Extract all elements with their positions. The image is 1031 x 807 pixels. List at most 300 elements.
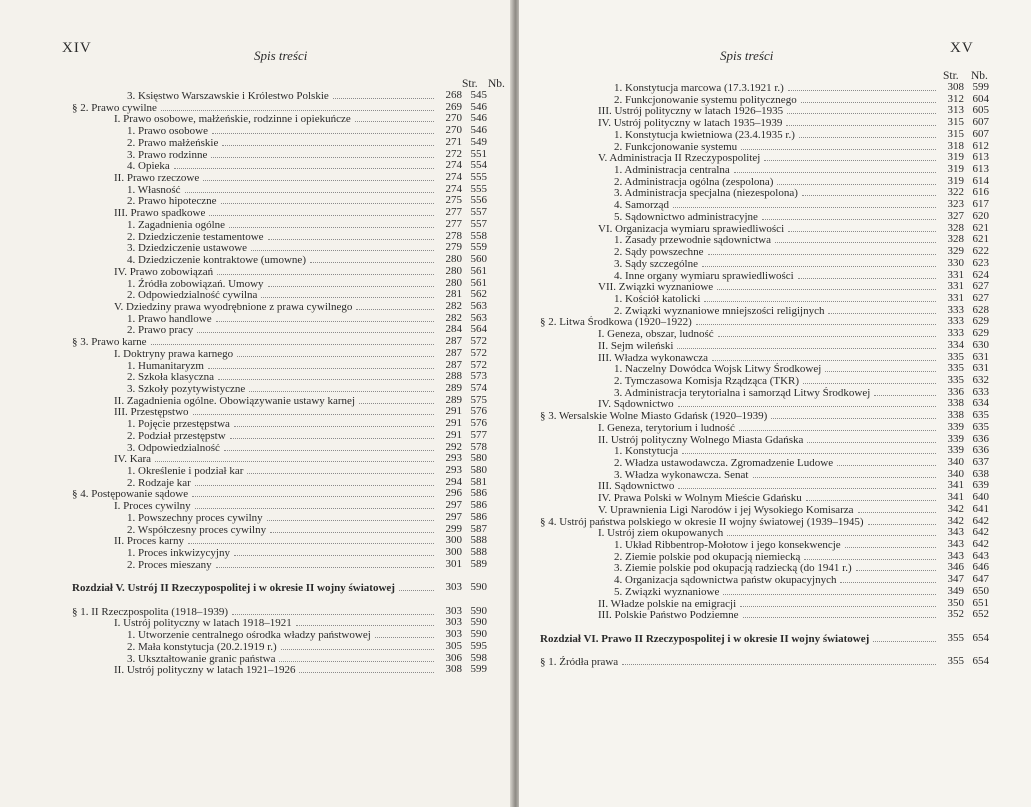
toc-entry-title: I. Geneza, terytorium i ludność — [598, 421, 735, 434]
toc-entry-margin-number: 563 — [470, 299, 487, 312]
dot-leader — [247, 465, 434, 474]
toc-entry-page: 327 — [947, 209, 964, 222]
toc-entry-title: § 2. Litwa Środkowa (1920–1922) — [540, 316, 692, 329]
toc-entry-margin-number: 578 — [470, 440, 487, 453]
toc-entry — [540, 281, 989, 293]
dot-leader — [868, 516, 936, 525]
toc-entry-page: 268 — [445, 89, 462, 101]
toc-entry-margin-number: 587 — [470, 522, 487, 535]
dot-leader — [299, 664, 434, 673]
dot-leader — [775, 234, 936, 243]
dot-leader — [195, 500, 434, 509]
toc-entry-page: 270 — [445, 112, 462, 125]
toc-entry-title: IV. Kara — [114, 453, 152, 466]
toc-entry-margin-number: 620 — [972, 209, 989, 222]
toc-entry-page: 340 — [947, 467, 964, 480]
toc-entry-title: III. Przestępstwo — [114, 406, 189, 419]
toc-entry-title: § 1. Źródła prawa — [540, 656, 619, 669]
toc-entry-title: 1. Utworzenie centralnego ośrodka władzy państwowej — [127, 629, 371, 642]
toc-entry — [72, 313, 487, 325]
toc-entry-margin-number: 598 — [470, 651, 487, 664]
toc-entry-title: 1. Proces inkwizycyjny — [127, 547, 230, 560]
folio-left: XIV — [62, 40, 92, 56]
dot-leader — [221, 195, 435, 204]
dot-leader — [764, 152, 936, 161]
toc-entry-title: II. Władze polskie na emigracji — [598, 597, 737, 610]
toc-entry-title: 3. Księstwo Warszawskie i Królestwo Polskie — [127, 90, 329, 102]
toc-entry-label-line — [114, 664, 437, 677]
toc-entry — [72, 348, 487, 360]
toc-entry-margin-number: 561 — [470, 276, 487, 289]
toc-entry-title: 3. Sądy szczególne — [614, 257, 698, 270]
toc-entry-page: 281 — [445, 288, 462, 301]
toc-entry-title: 2. Szkoła klasyczna — [127, 371, 215, 384]
toc-entry — [72, 535, 487, 547]
toc-entry-title: 2. Administracja ogólna (zespolona) — [614, 175, 774, 188]
toc-entry-page: 289 — [445, 381, 462, 394]
dot-leader — [786, 117, 936, 126]
toc-entry-margin-number: 561 — [470, 264, 487, 277]
toc-entry-page: 318 — [947, 139, 964, 152]
toc-entry-page: 280 — [445, 253, 462, 266]
toc-entry-page: 300 — [445, 534, 462, 547]
dot-leader — [375, 629, 434, 638]
toc-entry-title: I. Proces cywilny — [114, 500, 191, 513]
toc-entry — [540, 234, 989, 246]
dot-leader — [858, 504, 936, 513]
dot-leader — [753, 469, 937, 478]
right-page — [519, 0, 1031, 807]
toc-entry — [540, 363, 989, 375]
dot-leader — [678, 398, 936, 407]
toc-entry — [540, 340, 989, 352]
toc-entry-page: 280 — [445, 276, 462, 289]
toc-entry-title: 1. Własność — [127, 183, 181, 196]
toc-entry — [72, 488, 487, 500]
toc-entry — [72, 617, 487, 629]
toc-entry-page: 336 — [947, 385, 964, 398]
toc-entry-title: 2. Władza ustawodawcza. Zgromadzenie Ludowe — [614, 457, 834, 469]
toc-entry-margin-number: 628 — [972, 303, 989, 316]
toc-entry-page: 282 — [445, 299, 462, 312]
toc-entry-margin-number: 613 — [972, 151, 989, 164]
toc-entry-page: 338 — [947, 409, 964, 422]
toc-entry-margin-number: 632 — [972, 373, 989, 386]
toc-entry-page: 342 — [947, 502, 964, 515]
toc-entry-page: 293 — [445, 452, 462, 465]
dot-leader — [155, 453, 434, 462]
toc-entry-margin-number: 634 — [972, 397, 989, 410]
left-page — [0, 0, 513, 807]
toc-entry — [540, 492, 989, 504]
toc-entry-page: 312 — [947, 92, 964, 105]
toc-entry — [540, 562, 989, 574]
toc-entry-page: 288 — [445, 370, 462, 383]
toc-entry-page: 303 — [445, 604, 462, 617]
toc-entry-page: 297 — [445, 499, 462, 512]
toc-entry-page: 349 — [947, 584, 964, 597]
toc-entry-page: 355 — [947, 631, 964, 644]
dot-leader — [696, 316, 936, 325]
toc-entry-page: 343 — [947, 538, 964, 551]
toc-entry — [72, 266, 487, 278]
dot-leader — [845, 539, 936, 548]
toc-entry — [72, 242, 487, 254]
toc-entry-title: 5. Sądownictwo administracyjne — [614, 210, 758, 223]
dot-leader — [230, 430, 434, 439]
dot-leader — [717, 281, 936, 290]
toc-entry-margin-number: 633 — [972, 385, 989, 398]
dot-leader — [777, 176, 936, 185]
toc-entry-title: IV. Sądownictwo — [598, 398, 674, 411]
toc-entry-title: 3. Ziemie polskie pod okupacją radziecką (do 1941 r.) — [614, 562, 852, 575]
toc-entry — [540, 516, 989, 528]
toc-entry-page: 272 — [445, 147, 462, 160]
dot-leader — [151, 336, 434, 345]
toc-entry-page: 269 — [445, 100, 462, 113]
toc-entry-margin-number: 590 — [470, 616, 487, 629]
toc-entry-title: 2. Tymczasowa Komisja Rządząca (TKR) — [614, 374, 800, 387]
toc-entry — [72, 664, 487, 676]
toc-entry — [72, 477, 487, 489]
toc-entry-margin-number: 589 — [470, 557, 487, 570]
toc-entry-margin-number: 631 — [972, 350, 989, 363]
dot-leader — [268, 231, 434, 240]
toc-entry-title: 2. Mała konstytucja (20.2.1919 r.) — [127, 640, 277, 653]
toc-entry-title: 1. Konstytucja kwietniowa (23.4.1935 r.) — [614, 128, 795, 141]
dot-leader — [734, 164, 936, 173]
toc-entry-page: 323 — [947, 198, 964, 211]
toc-entry-title: 3. Administracja terytorialna i samorząd Litwy Środkowej — [614, 386, 871, 399]
dot-leader — [268, 278, 434, 287]
toc-entry-title: II. Ustrój polityczny Wolnego Miasta Gdańska — [598, 433, 804, 446]
toc-entry-margin-number: 586 — [470, 510, 487, 523]
toc-entry-margin-number: 635 — [972, 420, 989, 433]
toc-entry-page: 282 — [445, 311, 462, 324]
toc-entry-margin-number: 635 — [972, 409, 989, 422]
toc-entry-title: III. Ustrój polityczny w latach 1926–1935 — [598, 105, 784, 118]
toc-entry-title: IV. Prawo zobowiązań — [114, 265, 214, 278]
toc-entry-margin-number: 558 — [470, 229, 487, 242]
toc-entry-title: III. Sądownictwo — [598, 480, 675, 493]
toc-entry-margin-number: 599 — [470, 663, 487, 676]
row-spacer — [540, 621, 989, 633]
dot-leader — [208, 360, 434, 369]
toc-entry — [540, 574, 989, 586]
toc-entry-page: 278 — [445, 229, 462, 242]
toc-entry-page: 303 — [445, 628, 462, 641]
toc-entry-page: 341 — [947, 491, 964, 504]
dot-leader — [704, 293, 936, 302]
toc-entry-page: 315 — [947, 127, 964, 140]
toc-entry — [72, 371, 487, 383]
toc-entry — [72, 653, 487, 665]
toc-entry-page: 333 — [947, 303, 964, 316]
toc-entry — [540, 199, 989, 211]
dot-leader — [788, 82, 936, 91]
toc-entry-page: 284 — [445, 323, 462, 336]
toc-entry — [540, 387, 989, 399]
toc-entry — [540, 117, 989, 129]
toc-entry-page: 352 — [947, 608, 964, 621]
toc-entry-margin-number: 621 — [972, 221, 989, 234]
toc-entry-page: 346 — [947, 561, 964, 574]
toc-entry — [72, 125, 487, 137]
dot-leader — [161, 102, 434, 111]
toc-entry-page: 315 — [947, 116, 964, 129]
dot-leader — [740, 598, 936, 607]
toc-entry-title: IV. Prawa Polski w Wolnym Mieście Gdańsku — [598, 492, 802, 505]
toc-entry-margin-number: 641 — [972, 502, 989, 515]
toc-entry-title: 2. Współczesny proces cywilny — [127, 523, 267, 536]
toc-entry-title: I. Ustrój ziem okupowanych — [598, 527, 724, 540]
toc-entry — [72, 137, 487, 149]
toc-entry-page: 303 — [445, 616, 462, 629]
toc-entry-title: I. Doktryny prawa karnego — [114, 347, 234, 360]
toc-entry — [540, 551, 989, 563]
dot-leader — [807, 434, 936, 443]
toc-entry — [72, 418, 487, 430]
toc-entry-page: 329 — [947, 245, 964, 258]
dot-leader — [787, 105, 936, 114]
toc-entry-margin-number: 555 — [470, 171, 487, 184]
toc-entry-margin-number: 629 — [972, 327, 989, 340]
toc-entry-page: 338 — [947, 397, 964, 410]
toc-entry — [72, 512, 487, 524]
dot-leader — [261, 289, 434, 298]
dot-leader — [174, 160, 434, 169]
toc-entry — [72, 219, 487, 231]
toc-entry-margin-number: 574 — [470, 381, 487, 394]
toc-entry-margin-number: 586 — [470, 499, 487, 512]
toc-entry-margin-number: 651 — [972, 596, 989, 609]
toc-entry-title: IV. Ustrój polityczny w latach 1935–1939 — [598, 117, 783, 130]
toc-entry-page: 271 — [445, 135, 462, 148]
toc-entry-title: 2. Prawo małżeńskie — [127, 136, 219, 149]
toc-entry-title: 2. Proces mieszany — [127, 558, 212, 571]
toc-entry-margin-number: 572 — [470, 346, 487, 359]
toc-entry — [540, 609, 989, 621]
toc-entry-margin-number: 629 — [972, 315, 989, 328]
toc-entry-title: 2. Dziedziczenie testamentowe — [127, 230, 264, 243]
toc-entry-margin-number: 604 — [972, 92, 989, 105]
toc-entry-margin-number: 640 — [972, 491, 989, 504]
dot-leader — [799, 129, 936, 138]
dot-leader — [193, 406, 434, 415]
toc-entry-page: 339 — [947, 420, 964, 433]
toc-entry-title: 2. Ziemie polskie pod okupacją niemiecką — [614, 550, 801, 563]
toc-entry — [540, 164, 989, 176]
dot-leader — [678, 480, 936, 489]
toc-entry-margin-number: 607 — [972, 116, 989, 129]
toc-entry-title: 1. Kościół katolicki — [614, 292, 701, 305]
toc-entry-margin-number: 588 — [470, 534, 487, 547]
toc-entry-page: 305 — [445, 639, 462, 652]
toc-entry — [72, 524, 487, 536]
dot-leader — [712, 352, 936, 361]
toc-entry-page: 319 — [947, 163, 964, 176]
toc-entry-title: III. Polskie Państwo Podziemne — [598, 609, 739, 622]
toc-entry-margin-number: 590 — [470, 604, 487, 617]
toc-entry-page: 274 — [445, 182, 462, 195]
toc-entry — [72, 453, 487, 465]
toc-entry-title: 3. Władza wykonawcza. Senat — [614, 468, 749, 481]
toc-entry-title: II. Ustrój polityczny w latach 1921–1926 — [114, 664, 296, 677]
toc-entry-margin-number: 607 — [972, 127, 989, 140]
toc-entry-margin-number: 642 — [972, 538, 989, 551]
toc-entry — [72, 500, 487, 512]
toc-entry-page: 331 — [947, 291, 964, 304]
dot-leader — [718, 328, 936, 337]
dot-leader — [229, 219, 434, 228]
toc-entry-page: 287 — [445, 358, 462, 371]
toc-entry-margin-number: 557 — [470, 206, 487, 219]
toc-entry-title: I. Geneza, obszar, ludność — [598, 328, 714, 341]
toc-entry-page: 334 — [947, 338, 964, 351]
dot-leader — [333, 90, 434, 99]
chapter-heading-row — [72, 582, 487, 594]
dot-leader — [798, 270, 936, 279]
toc-entry-title: 1. Zasady przewodnie sądownictwa — [614, 234, 772, 247]
toc-entry-margin-number: 646 — [972, 561, 989, 574]
toc-entry-title: V. Dziedziny prawa wyodrębnione z prawa cywilnego — [114, 300, 353, 313]
toc-entry-page: 303 — [445, 581, 462, 594]
dot-leader — [801, 94, 936, 103]
toc-entry-margin-number: 623 — [972, 256, 989, 269]
toc-entry-title: 1. Konstytucja — [614, 445, 679, 458]
toc-entry — [540, 187, 989, 199]
toc-entry-title: 1. Źródła zobowiązań. Umowy — [127, 277, 264, 290]
toc-entry-page: 335 — [947, 362, 964, 375]
toc-entry-title: 4. Inne organy wymiaru sprawiedliwości — [614, 269, 794, 282]
toc-entry-title: 1. Humanitaryzm — [127, 359, 204, 372]
dot-leader — [840, 574, 936, 583]
toc-entry-page: 339 — [947, 432, 964, 445]
toc-entry — [540, 258, 989, 270]
nb-column-header-left: Nb. — [488, 78, 505, 90]
toc-entry-title: III. Prawo spadkowe — [114, 207, 206, 220]
toc-entry-margin-number: 647 — [972, 573, 989, 586]
toc-entry-title: 1. Naczelny Dowódca Wojsk Litwy Środkowej — [614, 363, 822, 376]
row-spacer — [72, 594, 487, 606]
toc-entry-page: 335 — [947, 373, 964, 386]
toc-entry-page: 313 — [947, 104, 964, 117]
toc-entry-margin-number: 616 — [972, 186, 989, 199]
dot-leader — [622, 656, 936, 665]
toc-entry-title: 4. Samorząd — [614, 199, 669, 212]
toc-entry-page: 277 — [445, 217, 462, 230]
row-spacer — [72, 570, 487, 582]
toc-entry-page: 270 — [445, 124, 462, 137]
toc-entry-page: 292 — [445, 440, 462, 453]
toc-entry-margin-number: 652 — [972, 608, 989, 621]
toc-entry — [540, 422, 989, 434]
dot-leader — [739, 422, 936, 431]
toc-entry — [540, 410, 989, 422]
toc-entry-title: 1. Pojęcie przestępstwa — [127, 418, 230, 431]
toc-entry — [540, 246, 989, 258]
page-column-header-left: Str. — [462, 78, 478, 90]
toc-entry-title: Rozdział VI. Prawo II Rzeczypospolitej i w okresie II wojny światowej — [540, 632, 870, 645]
toc-entry — [540, 586, 989, 598]
toc-entry — [540, 176, 989, 188]
toc-entry-page: 287 — [445, 346, 462, 359]
dot-leader — [237, 348, 434, 357]
dot-leader — [234, 418, 434, 427]
toc-entry-margin-number: 624 — [972, 268, 989, 281]
toc-entry — [72, 606, 487, 618]
dot-leader — [359, 395, 434, 404]
toc-entry — [72, 465, 487, 477]
toc-entry-page: 319 — [947, 174, 964, 187]
dot-leader — [771, 410, 936, 419]
toc-entry-page: 274 — [445, 159, 462, 172]
toc-entry-title: VII. Związki wyznaniowe — [598, 281, 714, 294]
toc-entry-page: 291 — [445, 417, 462, 430]
toc-entry-page: 277 — [445, 206, 462, 219]
toc-entry-margin-number: 546 — [470, 124, 487, 137]
toc-entry-title: 1. Określenie i podział kar — [127, 465, 244, 477]
toc-entry — [540, 328, 989, 340]
toc-entry-margin-number: 643 — [972, 549, 989, 562]
toc-entry-page: 306 — [445, 651, 462, 664]
toc-entry-page: 340 — [947, 456, 964, 468]
toc-entry-margin-number: 621 — [972, 233, 989, 246]
dot-leader — [708, 246, 936, 255]
dot-leader — [211, 149, 434, 158]
toc-entry-title: II. Zagadnienia ogólne. Obowiązywanie ustawy karnej — [114, 394, 355, 407]
toc-entry-margin-number: 546 — [470, 112, 487, 125]
toc-entry — [72, 113, 487, 125]
toc-entry-page: 293 — [445, 464, 462, 476]
dot-leader — [873, 633, 936, 642]
toc-entry-page: 274 — [445, 171, 462, 184]
dot-leader — [856, 562, 936, 571]
toc-entry — [540, 469, 989, 481]
toc-entry-margin-number: 590 — [470, 628, 487, 641]
toc-entry — [72, 641, 487, 653]
toc-entry-title: 5. Związki wyznaniowe — [614, 585, 720, 598]
toc-entry — [540, 539, 989, 551]
dot-leader — [743, 609, 936, 618]
dot-leader — [673, 199, 936, 208]
toc-entry-margin-number: 572 — [470, 358, 487, 371]
toc-entry — [72, 629, 487, 641]
toc-entry-page: 347 — [947, 573, 964, 586]
toc-entry — [72, 102, 487, 114]
toc-entry-title: § 3. Prawo karne — [72, 336, 147, 349]
toc-entry — [72, 278, 487, 290]
toc-entry-title: 2. Rodzaje kar — [127, 476, 191, 489]
toc-entry-margin-number: 563 — [470, 311, 487, 324]
nb-column-header-right: Nb. — [971, 70, 988, 82]
toc-entry — [540, 504, 989, 516]
toc-entry-margin-number: 636 — [972, 444, 989, 457]
toc-entry — [72, 547, 487, 559]
toc-entry-title: § 4. Postępowanie sądowe — [72, 488, 189, 501]
toc-entry-title: Rozdział V. Ustrój II Rzeczypospolitej i w okresie II wojny światowej — [72, 582, 395, 595]
toc-entry-title: V. Administracja II Rzeczypospolitej — [598, 152, 761, 165]
dot-leader — [825, 363, 936, 372]
toc-entry-margin-number: 580 — [470, 464, 487, 476]
dot-leader — [355, 113, 434, 122]
toc-entry-margin-number: 637 — [972, 456, 989, 468]
toc-entry-margin-number: 639 — [972, 479, 989, 492]
dot-leader — [217, 266, 434, 275]
toc-entry-title: 2. Funkcjonowanie systemu — [614, 140, 738, 153]
toc-entry — [540, 480, 989, 492]
toc-entry-page: 343 — [947, 526, 964, 539]
